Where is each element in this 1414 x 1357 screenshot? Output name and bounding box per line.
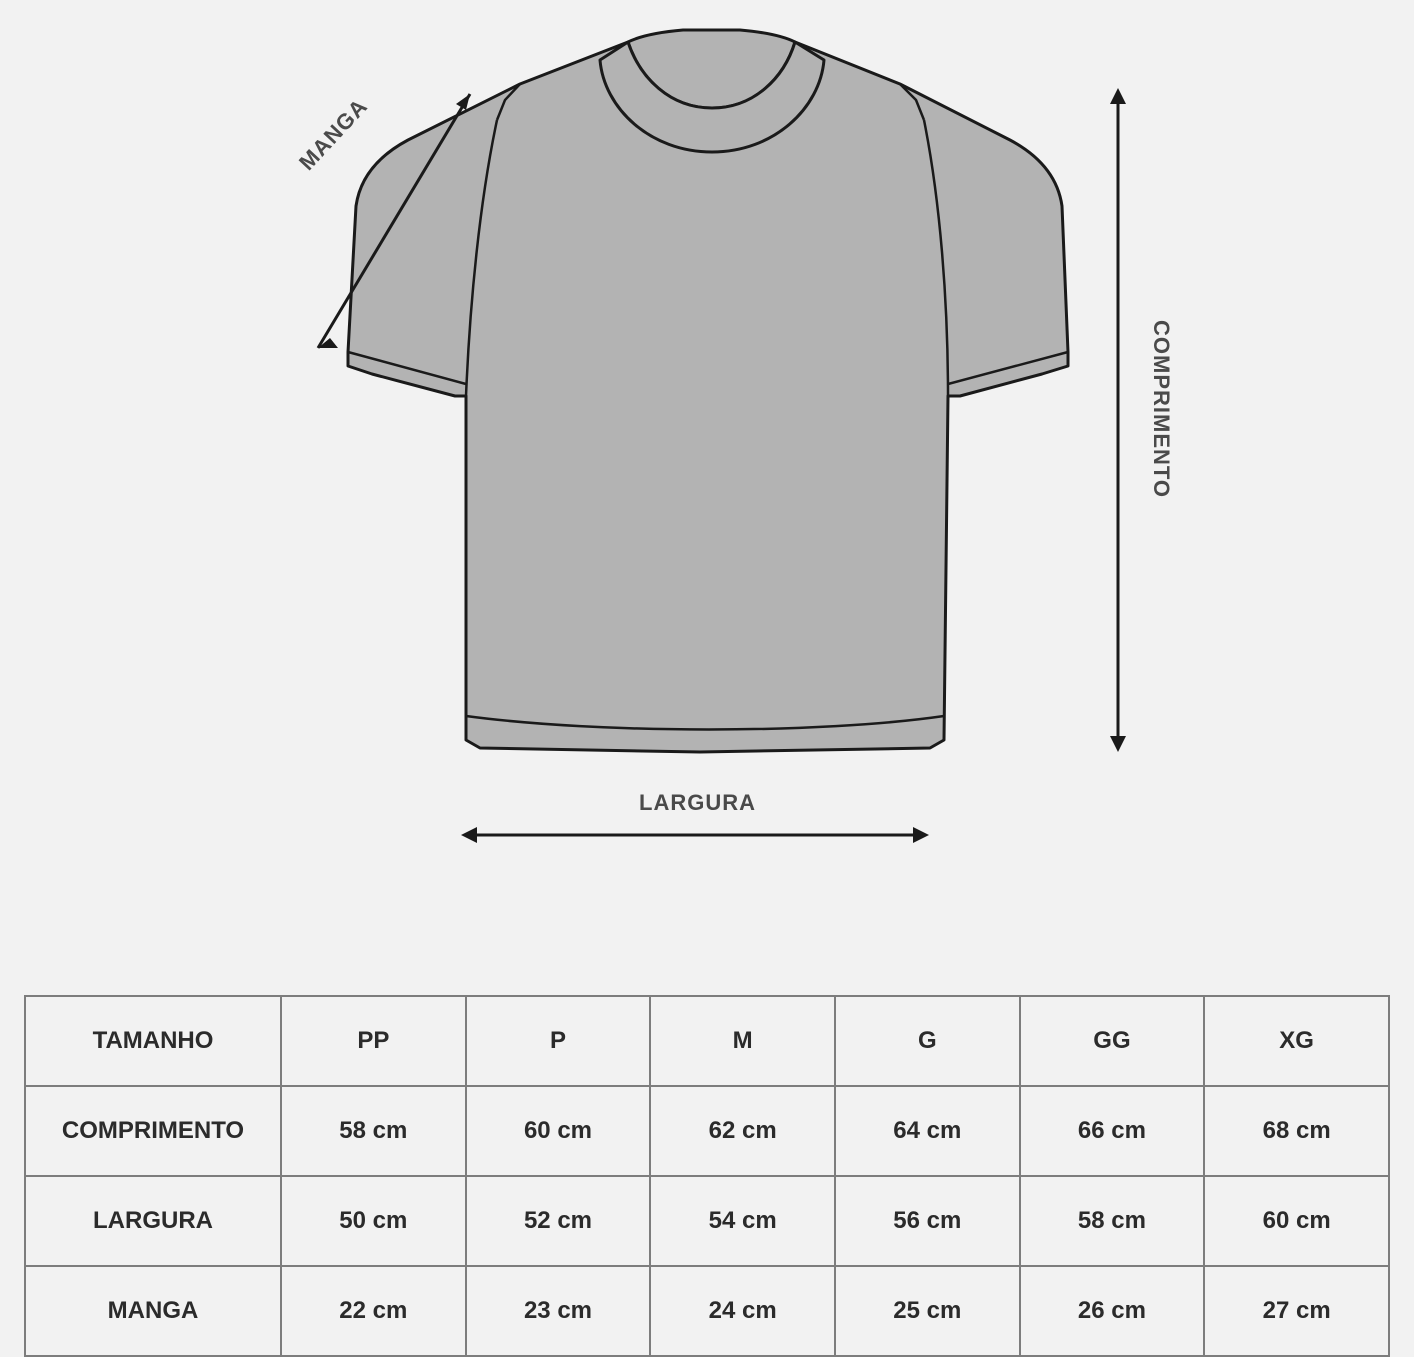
manga-label: MANGA	[294, 93, 373, 176]
table-cell: 62 cm	[650, 1086, 835, 1176]
table-cell: 66 cm	[1020, 1086, 1205, 1176]
table-cell: 22 cm	[281, 1266, 466, 1356]
table-header-cell: GG	[1020, 996, 1205, 1086]
table-cell: 58 cm	[1020, 1176, 1205, 1266]
table-header-cell: P	[466, 996, 651, 1086]
table-header-cell: TAMANHO	[25, 996, 281, 1086]
table-header-cell: XG	[1204, 996, 1389, 1086]
table-header-row	[25, 996, 1389, 1086]
row-label: LARGURA	[25, 1176, 281, 1266]
table-cell: 54 cm	[650, 1176, 835, 1266]
table-row	[25, 1086, 1389, 1176]
table-cell: 60 cm	[466, 1086, 651, 1176]
row-label: MANGA	[25, 1266, 281, 1356]
table-cell: 23 cm	[466, 1266, 651, 1356]
size-table	[24, 995, 1390, 1357]
table-cell: 52 cm	[466, 1176, 651, 1266]
table-header-cell: M	[650, 996, 835, 1086]
table-header-cell: PP	[281, 996, 466, 1086]
row-label: COMPRIMENTO	[25, 1086, 281, 1176]
comprimento-label: COMPRIMENTO	[1149, 320, 1174, 499]
table-cell: 56 cm	[835, 1176, 1020, 1266]
table-cell: 50 cm	[281, 1176, 466, 1266]
table-cell: 26 cm	[1020, 1266, 1205, 1356]
comprimento-dimension-arrow	[1110, 88, 1126, 752]
largura-label: LARGURA	[639, 790, 756, 815]
table-row	[25, 1266, 1389, 1356]
table-cell: 27 cm	[1204, 1266, 1389, 1356]
table-cell: 58 cm	[281, 1086, 466, 1176]
table-cell: 25 cm	[835, 1266, 1020, 1356]
table-header-cell: G	[835, 996, 1020, 1086]
largura-dimension-arrow	[461, 827, 929, 843]
tshirt-shape	[348, 30, 1068, 752]
table-cell: 64 cm	[835, 1086, 1020, 1176]
table-cell: 24 cm	[650, 1266, 835, 1356]
table-cell: 68 cm	[1204, 1086, 1389, 1176]
table-cell: 60 cm	[1204, 1176, 1389, 1266]
table-row	[25, 1176, 1389, 1266]
